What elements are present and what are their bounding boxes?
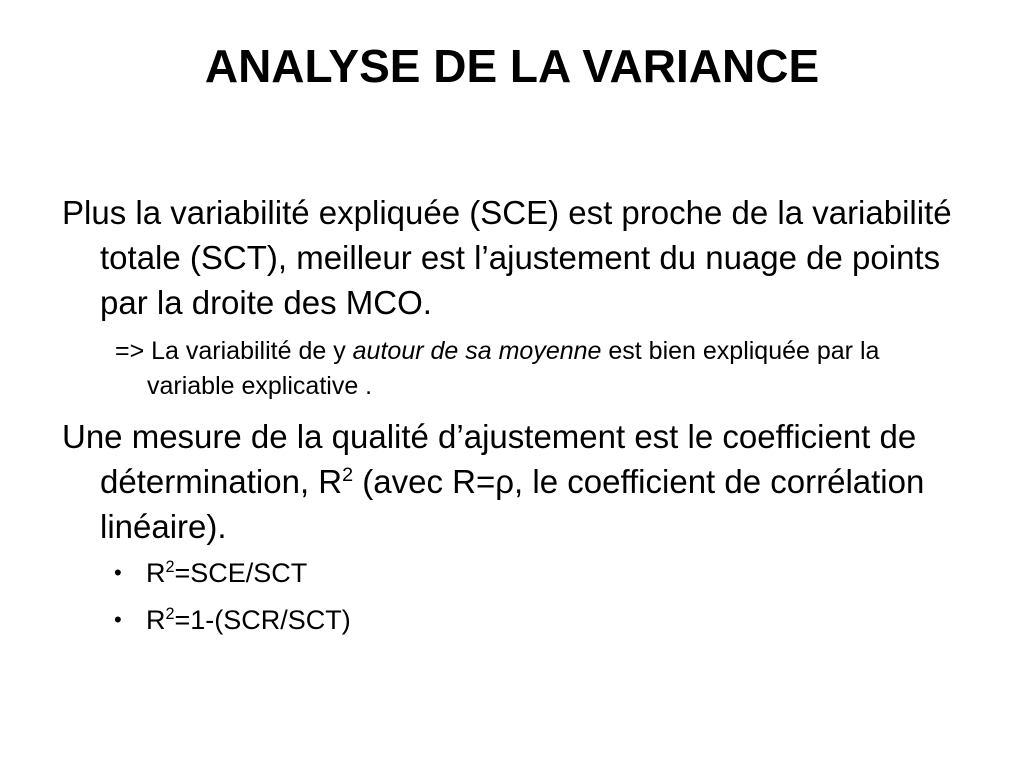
sub-suffix-text: est bien expliquée par la variable explicative . [147,337,880,400]
slide-content [62,190,972,649]
slide-title: ANALYSE DE LA VARIANCE [204,40,820,92]
formula-base: R [146,605,166,635]
formula-list [62,555,972,638]
formula-superscript: 2 [165,605,175,623]
sub-prefix-text: => La variabilité de y [115,337,353,365]
sub-paragraph-interpretation [62,334,972,404]
formula-rest: =1-(SCR/SCT) [174,605,351,635]
formula-item-sce-sct [62,555,972,591]
p2-superscript: 2 [342,464,354,486]
formula-rest: =SCE/SCT [174,558,308,588]
p2-before-text: Une mesure de la qualité d’ajustement est le coefficient de détermination, R [62,418,917,500]
formula-superscript: 2 [165,558,175,576]
bullet-dot-icon: • [114,607,122,632]
bullet-dot-icon: • [114,560,122,585]
p2-after-text: (avec R=ρ, le coefficient de corrélation linéaire). [100,463,925,545]
formula-base: R [146,558,166,588]
formula-item-scr-sct [62,602,972,638]
paragraph-variability: Plus la variabilité expliquée (SCE) est proche de la variabilité totale (SCT), meilleur est l’ajustement du nuage de points par la droite des MCO. [62,194,952,321]
sub-italic-text: autour de sa moyenne [352,337,602,365]
paragraph-determination [62,414,972,549]
